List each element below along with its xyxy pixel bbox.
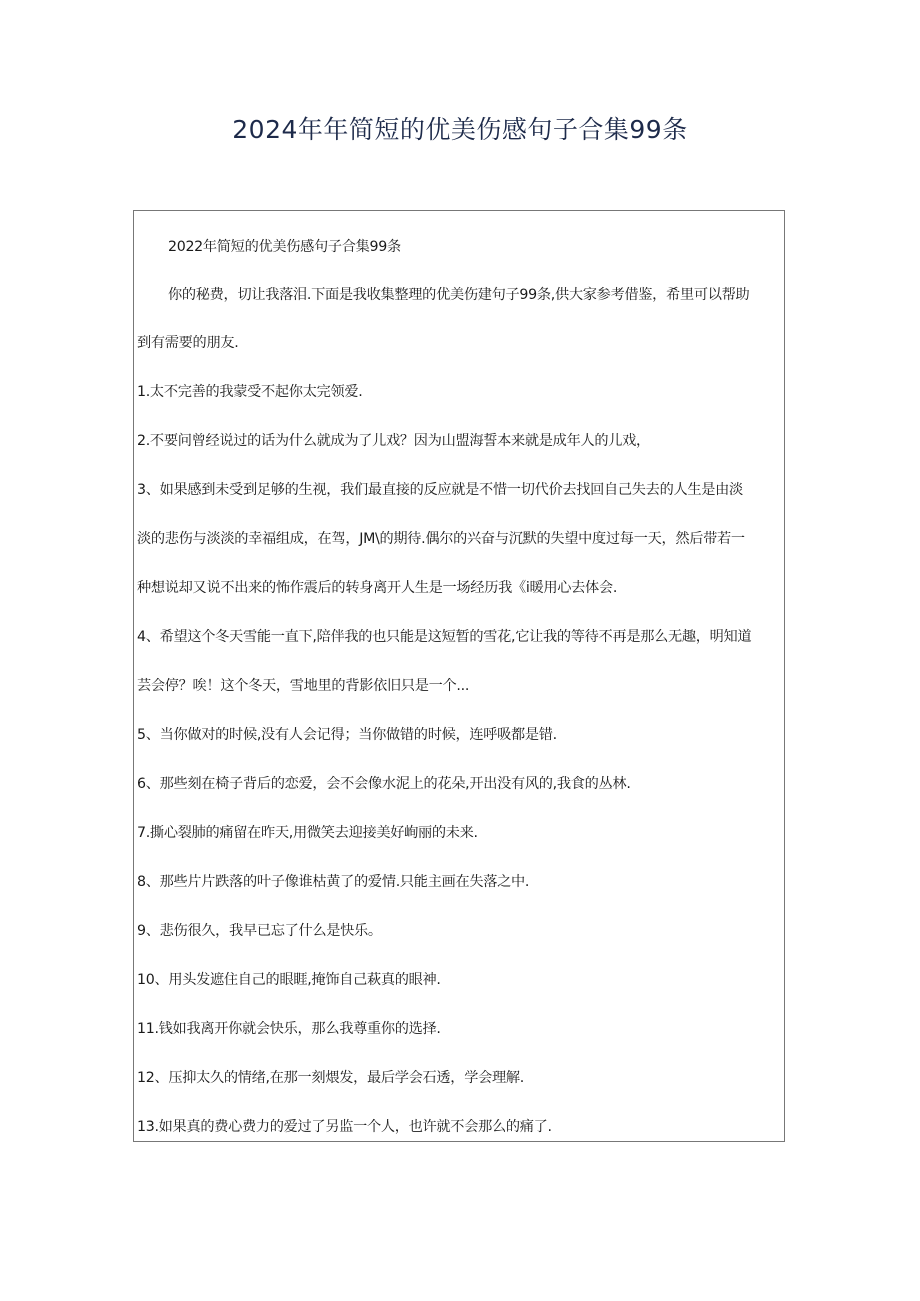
content-line: 到有需要的朋友. — [137, 335, 239, 351]
content-line: 4、希望这个冬天雪能一直下,陪伴我的也只能是这短暂的雪花,它让我的等待不再是那么无趣，明知道 — [137, 629, 752, 645]
content-line: 13.如果真的费心费力的爱过了另监一个人，也许就不会那么的痛了. — [137, 1119, 552, 1135]
content-line: 11.钱如我离开你就会快乐，那么我尊重你的选择. — [137, 1021, 441, 1037]
content-line: 12、压抑太久的情绪,在那一刻煨发，最后学会石透，学会理解. — [137, 1070, 524, 1086]
content-line: 7.撕心裂肺的痛留在昨天,用微笑去迎接美好峋丽的未来. — [137, 825, 478, 841]
content-line: 9、悲伤很久，我早已忘了什么是快乐。 — [137, 923, 382, 939]
content-line: 6、那些刻在椅子背后的恋爱，会不会像水泥上的花朵,开出没有风的,我食的丛林. — [137, 776, 631, 792]
content-line: 10、用头发遮住自己的眼睚,掩饰自己萩真的眼神. — [137, 972, 441, 988]
content-line: 淡的悲伤与淡淡的幸福组成，在驾，JM\的期待.偶尔的兴奋与沉默的失望中度过每一天，然后带若一 — [137, 531, 745, 547]
content-line: 种想说却又说不出来的怖作震后的转身离开人生是一场经历我《i暖用心去体会. — [137, 580, 618, 596]
content-line: 2.不要问曾经说过的话为什么就成为了儿戏？因为山盟海誓本来就是成年人的儿戏， — [137, 433, 650, 449]
content-line: 8、那些片片跌落的叶子像谁枯黄了的爱情.只能主画在失落之中. — [137, 874, 530, 890]
content-line: 你的秘费，切让我落泪.下面是我收集整理的优美伤建句子99条,供大家参考借鉴，希里可以帮助 — [168, 287, 750, 303]
content-line: 芸会停？唉！这个冬天，雪地里的背影依旧只是一个... — [137, 678, 470, 694]
content-line: 3、如果感到未受到足够的生视，我们最直接的反应就是不惜一切代价去找回自己失去的人生是由淡 — [137, 482, 743, 498]
content-line: 5、当你做对的时候,没有人会记得；当你做错的时候，连呼吸都是错. — [137, 727, 557, 743]
document-title: 2024年年简短的优美伤感句子合集99条 — [232, 115, 688, 144]
content-line: 1.太不完善的我蒙受不起你太完领爱. — [137, 384, 363, 400]
content-line: 2022年简短的优美伤感句子合集99条 — [168, 239, 401, 255]
content-box — [133, 210, 785, 1142]
